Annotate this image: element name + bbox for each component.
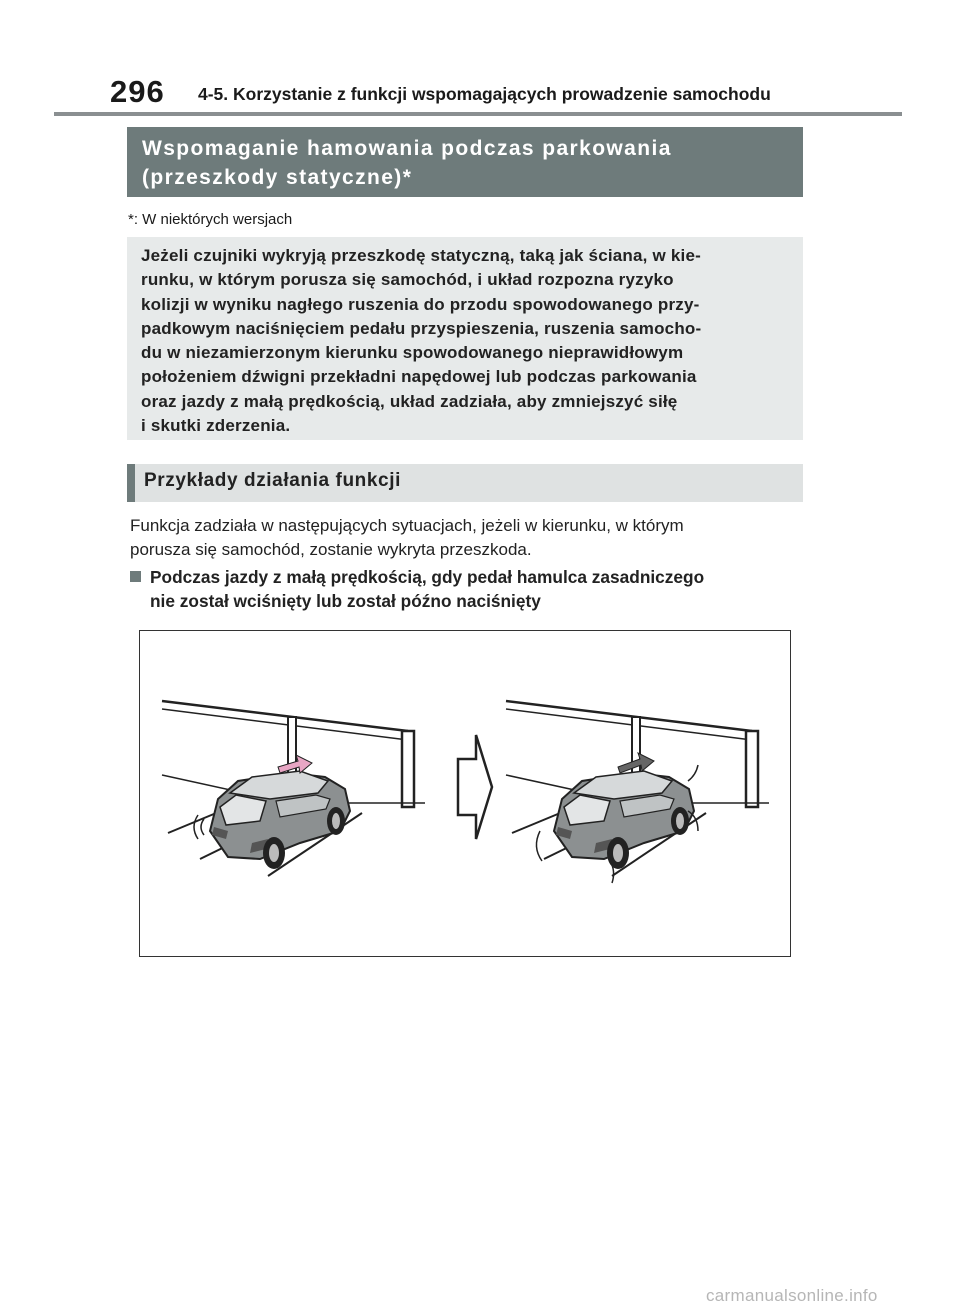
header-divider: [54, 112, 902, 116]
right-arrow-icon: [458, 735, 492, 839]
scene-after: [506, 701, 769, 883]
summary-line: położeniem dźwigni przekładni napędowej lub podczas parkowania: [141, 367, 697, 387]
summary-line: padkowym naciśnięciem pedału przyspieszenia, ruszenia samocho-: [141, 318, 702, 338]
summary-line: oraz jazdy z małą prędkością, układ zadziała, aby zmniejszyć siłę: [141, 391, 678, 411]
intro-line: porusza się samochód, zostanie wykryta przeszkoda.: [130, 540, 532, 559]
summary-text: [141, 244, 793, 438]
summary-line: kolizji w wyniku nagłego ruszenia do przodu spowodowanego przy-: [141, 294, 700, 314]
page-number: 296: [110, 74, 165, 109]
summary-line: runku, w którym porusza się samochód, i układ rozpozna ryzyko: [141, 270, 674, 290]
watermark: carmanualsonline.info: [706, 1286, 878, 1305]
section-title-line-1: Wspomaganie hamowania podczas parkowania: [142, 137, 672, 160]
scene-before: [162, 701, 425, 876]
illustration-svg: [140, 631, 789, 955]
summary-line: du w niezamierzonym kierunku spowodowanego nieprawidłowym: [141, 343, 684, 363]
section-title: [127, 127, 803, 197]
subsection-heading: Przykłady działania funkcji: [127, 464, 803, 502]
intro-paragraph: [130, 514, 800, 562]
summary-line: Jeżeli czujniki wykryją przeszkodę statyczną, taką jak ściana, w kie-: [141, 246, 701, 265]
condition-line: Podczas jazdy z małą prędkością, gdy pedał hamulca zasadniczego: [150, 567, 705, 587]
section-title-line-2: (przeszkody statyczne)*: [142, 166, 413, 189]
summary-line: i skutki zderzenia.: [141, 416, 291, 436]
running-header: 4-5. Korzystanie z funkcji wspomagających prowadzenie samochodu: [198, 84, 771, 104]
intro-line: Funkcja zadziała w następujących sytuacjach, jeżeli w kierunku, w którym: [130, 516, 684, 535]
condition-item: [150, 565, 810, 614]
summary-box: [127, 237, 803, 440]
condition-line: nie został wciśnięty lub został późno naciśnięty: [150, 591, 541, 612]
square-bullet-icon: [130, 571, 141, 582]
footnote: *: W niektórych wersjach: [128, 211, 293, 228]
parking-illustration: [139, 630, 791, 957]
